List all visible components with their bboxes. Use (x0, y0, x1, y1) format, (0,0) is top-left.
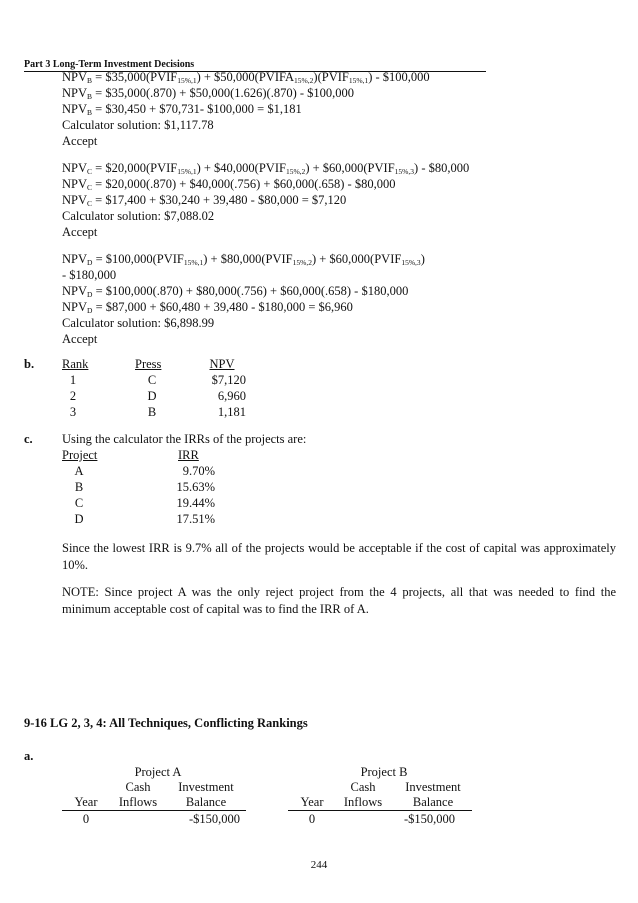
note-paragraph: NOTE: Since project A was the only reject project from the 4 projects, all that was needed to find the minimum acceptable cost of capital was to find the IRR of A. (62, 585, 616, 616)
npv-c-line-1: $NPV_C$ = $\$20,000(PVIF_{15\%,1})$ + $\$40,000(PVIF_{15\%,2})$ + $\$60,000(PVIF_{15\%,3})$ - $80,000 (62, 161, 470, 176)
irr-cell: 19.44% (176, 496, 215, 510)
project-a-balance-header: Balance (185, 795, 227, 809)
project-a-header-rule (62, 810, 246, 811)
npv-cell: $7,120 (211, 373, 246, 387)
npv-c-line-2: $NPV_C$ = $20,000(.870) + $40,000(.756) + $60,000(.658) - $80,000 (62, 177, 396, 192)
project-cell: C (74, 496, 84, 510)
npv-c-line-3: $NPV_C$ = $17,400 + $30,240 + 39,480 - $80,000 = $7,120 (62, 193, 347, 208)
project-a-title: Project A (134, 765, 182, 779)
npv-d-line-2: $NPV_D$ = $100,000(.870) + $80,000(.756) + $60,000(.658) - $180,000 (62, 284, 409, 299)
press-cell: B (147, 405, 157, 419)
project-a-year-header: Year (74, 795, 98, 809)
project-cell: D (74, 512, 84, 526)
npv-c-calculator: Calculator solution: $7,088.02 (62, 209, 215, 223)
npv-b-calculator: Calculator solution: $1,117.78 (62, 118, 214, 132)
part-a-label: a. (24, 749, 34, 763)
press-header: Press (135, 357, 162, 371)
npv-d-line-1: $NPV_D$ = $\$100,000(PVIF_{15\%,1})$ + $\$80,000(PVIF_{15\%,2})$ + $\$60,000(PVIF_{15\%,3})$ (62, 252, 425, 267)
project-a-year-cell: 0 (82, 812, 90, 826)
part-c-intro: Using the calculator the IRRs of the projects are: (62, 432, 307, 446)
part-b-label: b. (24, 357, 35, 371)
irr-cell: 17.51% (176, 512, 215, 526)
project-header: Project (62, 448, 98, 462)
project-a-balance-cell: -$150,000 (188, 812, 240, 826)
project-b-balance-cell: -$150,000 (403, 812, 455, 826)
project-b-year-cell: 0 (308, 812, 316, 826)
project-b-header-rule (288, 810, 472, 811)
project-cell: B (74, 480, 84, 494)
project-b-investment-header: Investment (405, 780, 461, 794)
irr-cell: 15.63% (176, 480, 215, 494)
project-b-year-header: Year (300, 795, 324, 809)
press-cell: C (147, 373, 157, 387)
project-b-title: Project B (360, 765, 408, 779)
npv-cell: 1,181 (217, 405, 246, 419)
npv-b-decision: Accept (62, 134, 98, 148)
npv-b-line-2: $NPV_B$ = $35,000(.870) + $50,000(1.626)(.870) - $100,000 (62, 86, 355, 101)
project-b-inflows-header: Inflows (343, 795, 383, 809)
project-b-balance-header: Balance (412, 795, 454, 809)
npv-b-line-1: $NPV_B$ = $\$35,000(PVIF_{15\%,1})$ + $\$50,000(PVIFA_{15\%,2})(PVIF_{15\%,1})$ - $100,000 (62, 70, 430, 85)
irr-header: IRR (178, 448, 199, 462)
rank-cell: 1 (69, 373, 77, 387)
conclusion-paragraph: Since the lowest IRR is 9.7% all of the projects would be acceptable if the cost of capital was approximately 10%. (62, 541, 616, 572)
rank-cell: 2 (69, 389, 77, 403)
npv-b-line-3: $NPV_B$ = $30,450 + $70,731- $100,000 = $1,181 (62, 102, 302, 117)
npv-d-calculator: Calculator solution: $6,898.99 (62, 316, 215, 330)
press-cell: D (147, 389, 157, 403)
project-a-inflows-header: Inflows (118, 795, 158, 809)
project-a-investment-header: Investment (178, 780, 234, 794)
page-number: 244 (310, 859, 328, 871)
npv-d-line-1b: - $180,000 (62, 268, 117, 282)
problem-heading: 9-16 LG 2, 3, 4: All Techniques, Conflicting Rankings (24, 716, 308, 730)
npv-header: NPV (209, 357, 235, 371)
part-c-label: c. (24, 432, 33, 446)
rank-header: Rank (62, 357, 89, 371)
project-b-cash-header: Cash (350, 780, 376, 794)
npv-c-decision: Accept (62, 225, 98, 239)
irr-cell: 9.70% (182, 464, 215, 478)
npv-cell: 6,960 (217, 389, 246, 403)
project-a-cash-header: Cash (125, 780, 151, 794)
rank-cell: 3 (69, 405, 77, 419)
npv-d-decision: Accept (62, 332, 98, 346)
npv-d-line-3: $NPV_D$ = $87,000 + $60,480 + 39,480 - $180,000 = $6,960 (62, 300, 353, 315)
project-cell: A (74, 464, 84, 478)
running-header: Part 3 Long-Term Investment Decisions (24, 59, 486, 72)
